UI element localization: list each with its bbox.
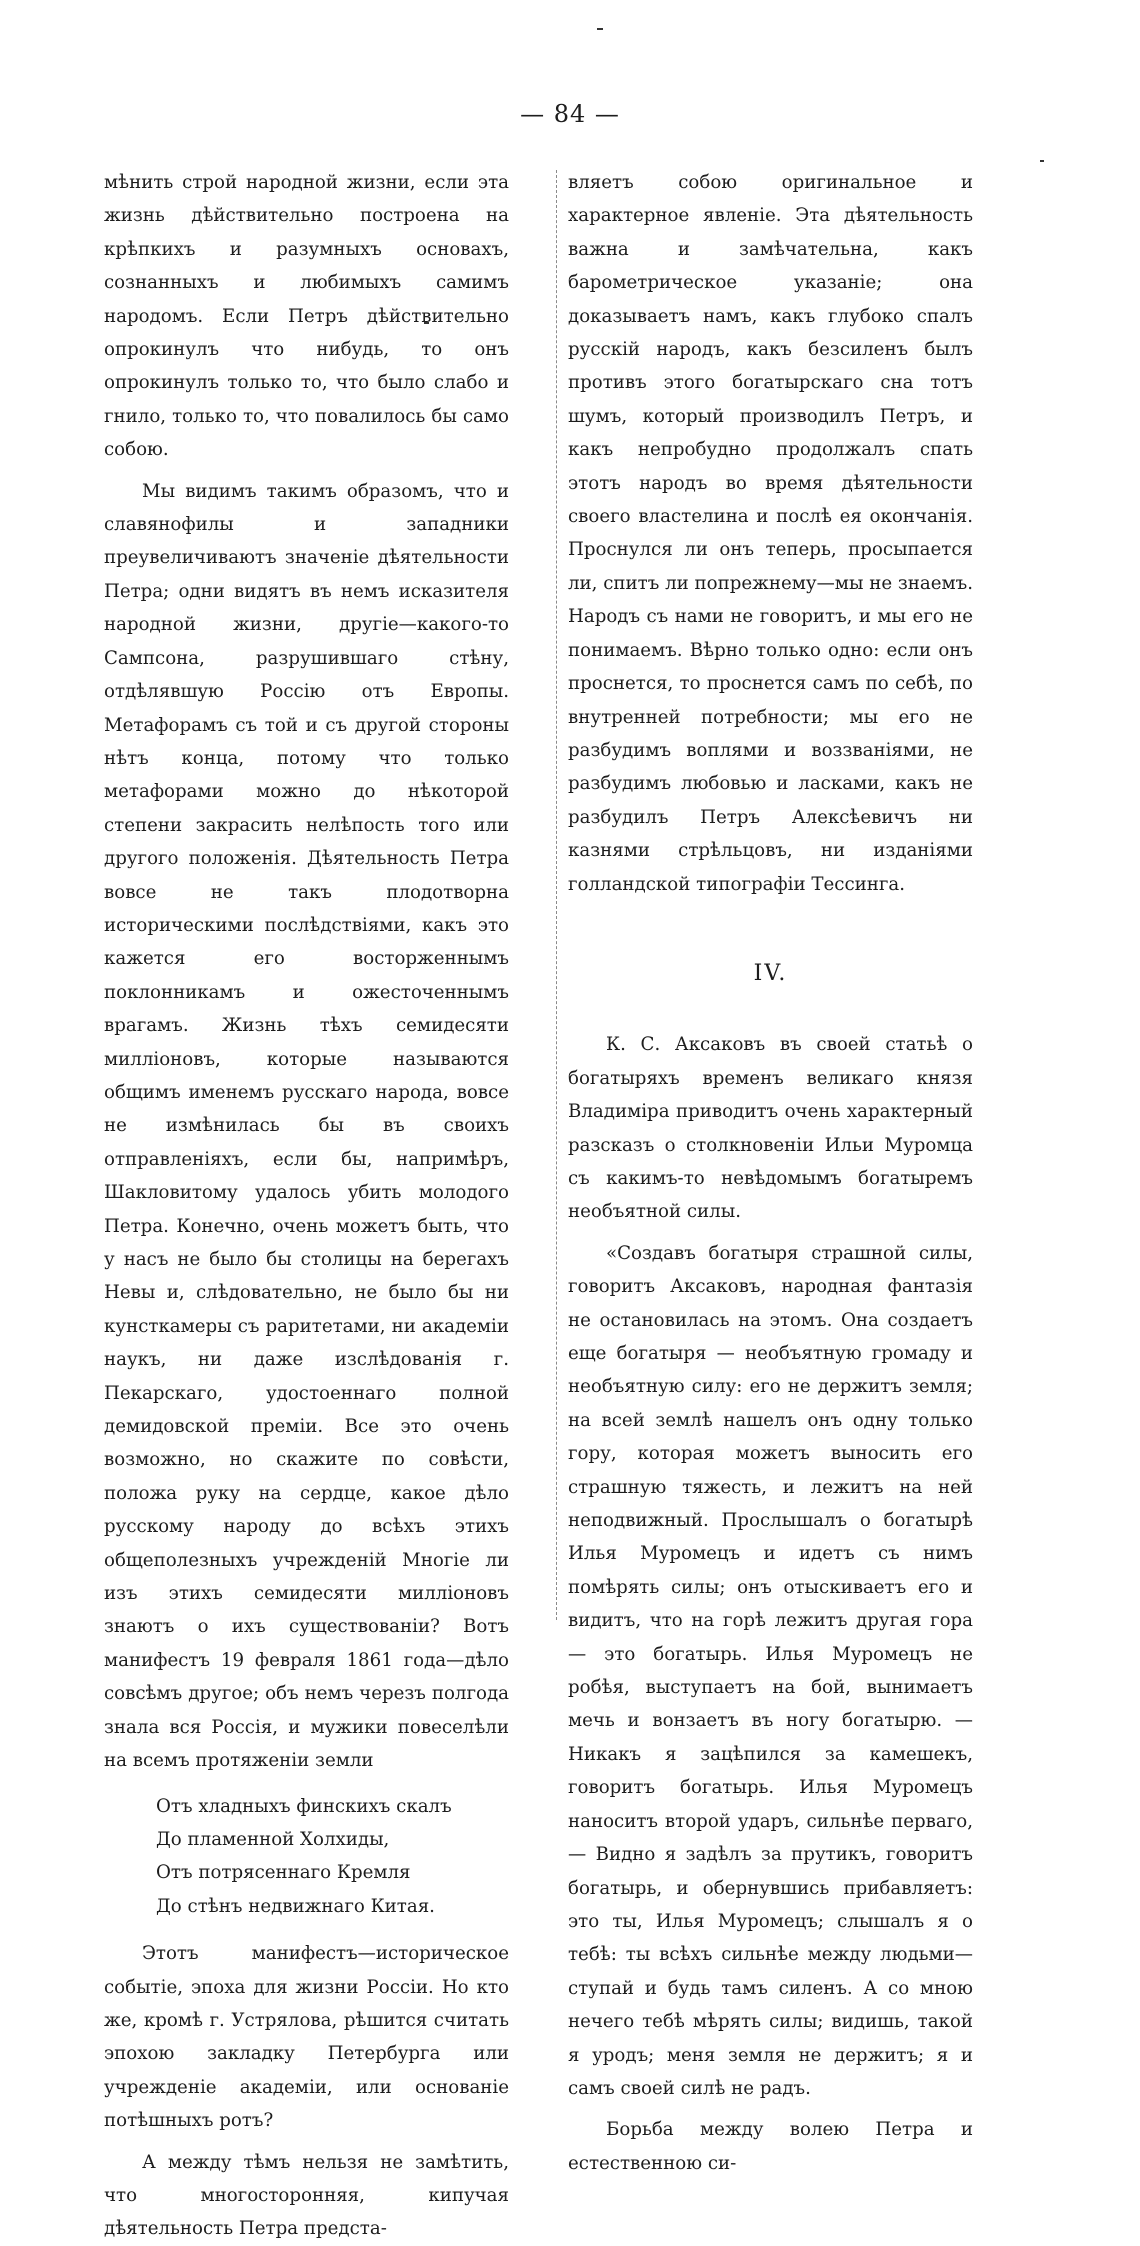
ink-speck (597, 28, 603, 30)
paragraph: мѣнить строй народной жизни, если эта жизнь дѣйствительно построена на крѣпкихъ и разумныхъ основахъ, сознанныхъ и любимыхъ самимъ народомъ. Если Петръ дѣйствительно опрокинулъ что нибудь, то онъ опрокинулъ только то, что было слабо и гнило, только то, что повалилось бы само собою. (104, 172, 509, 461)
section-heading: IV. (753, 960, 788, 986)
paragraph: А между тѣмъ нельзя не замѣтить, что многосторонняя, кипучая дѣятельность Петра предста- (104, 2151, 509, 2240)
paragraph: К. С. Аксаковъ въ своей статьѣ о богатыряхъ временъ великаго князя Владиміра приводитъ очень характерный разсказъ о столкновеніи Ильи Муромца съ какимъ-то невѣдомымъ богатыремъ необъятной силы. (568, 1034, 973, 1223)
paragraph: Этотъ манифестъ—историческое событіе, эпоха для жизни Россіи. Но кто же, кромѣ г. Устрялова, рѣшится считать эпохою закладку Петербурга или учрежденіе академіи, или основаніе потѣшныхъ ротъ? (104, 1943, 509, 2132)
poem-line: До стѣнъ недвижнаго Китая. (156, 1895, 435, 1917)
page-number: — 84 — (520, 100, 620, 128)
ink-speck (1040, 160, 1044, 162)
paragraph: вляетъ собою оригинальное и характерное явленіе. Эта дѣятельность важна и замѣчательна, какъ барометрическое указаніе; она доказываетъ намъ, какъ глубоко спалъ русскій народъ, какъ безсиленъ былъ противъ этого богатырскаго сна тотъ шумъ, который производилъ Петръ, и какъ непробудно продолжалъ спать этотъ народъ во время дѣятельности своего властелина и послѣ ея окончанія. Проснулся ли онъ теперь, просыпается ли, спитъ ли попрежнему—мы не знаемъ. Народъ съ нами не говоритъ, и мы его не понимаемъ. Вѣрно только одно: если онъ проснется, то проснется самъ по себѣ, по внутренней потребности; мы его не разбудимъ воплями и воззваніями, не разбудимъ любовью и ласками, какъ не разбудилъ Петръ Алексѣевичъ ни казнями стрѣльцовъ, ни изданіями голландской типографіи Тессинга. (568, 172, 974, 895)
left-column (104, 166, 509, 2246)
paragraph: Мы видимъ такимъ образомъ, что и славянофилы и западники преувеличиваютъ значеніе дѣятельности Петра; одни видятъ въ немъ исказителя народной жизни, другіе—какого-то Сампсона, разрушившаго стѣну, отдѣлявшую Россію отъ Европы. Метафорамъ съ той и съ другой стороны нѣтъ конца, потому что только метафорами можно до нѣкоторой степени закрасить нелѣпость того или другого положенія. Дѣятельность Петра вовсе не такъ плодотворна историческими послѣдствіями, какъ это кажется его восторженнымъ поклонникамъ и ожесточеннымъ врагамъ. Жизнь тѣхъ семидесяти милліоновъ, которые называются общимъ именемъ русскаго народа, вовсе не измѣнилась бы въ своихъ отправленіяхъ, если бы, напримѣръ, Шакловитому удалось убить молодого Петра. Конечно, очень можетъ быть, что у насъ не было бы столицы на берегахъ Невы и, слѣдовательно, не было бы ни кунсткамеры съ раритетами, ни академіи наукъ, ни даже изслѣдованія г. Пекарскаго, удостоеннаго полной демидовской преміи. Все это очень возможно, но скажите по совѣсти, положа руку на сердце, какое дѣло русскому народу до всѣхъ этихъ общеполезныхъ учрежденій Многіе ли изъ этихъ семидесяти милліоновъ знаютъ о ихъ существованіи? Вотъ манифестъ 19 февраля 1861 года—дѣло совсѣмъ другое; объ немъ черезъ полгода знала вся Россія, и мужики повеселѣли на всемъ протяженіи земли (104, 480, 509, 1772)
poem-line: Отъ потрясеннаго Кремля (156, 1862, 411, 1884)
poem-quote (156, 1790, 509, 1924)
paragraph: Борьба между волею Петра и естественною си- (568, 2119, 973, 2174)
paragraph: «Создавъ богатыря страшной силы, говоритъ Аксаковъ, народная фантазія не остановилась на этомъ. Она создаетъ еще богатыря — необъятную громаду и необъятную силу: его не держитъ земля; на всей землѣ нашелъ онъ одну только гору, которая можетъ выносить его страшную тяжесть, и лежитъ на ней неподвижный. Прослышалъ о богатырѣ Илья Муромецъ и идетъ съ нимъ помѣрять силы; онъ отыскиваетъ его и видитъ, что на горѣ лежитъ другая гора — это богатырь. Илья Муромецъ не робѣя, выступаетъ на бой, вынимаетъ мечь и вонзаетъ въ ногу богатырю. — Никакъ я зацѣпился за камешекъ, говоритъ богатырь. Илья Муромецъ наноситъ второй ударъ, сильнѣе перваго,— Видно я задѣлъ за прутикъ, говоритъ богатырь, и обернувшись прибавляетъ: это ты, Илья Муромецъ; слышалъ я о тебѣ: ты всѣхъ сильнѣе между людьми—ступай и будь тамъ силенъ. А со мною нечего тебѣ мѣрять силы; видишь, такой я уродъ; меня земля не держитъ; я и самъ своей силѣ не радъ. (568, 1242, 973, 2099)
poem-line: Отъ хладныхъ финскихъ скалъ (156, 1795, 452, 1817)
right-column (568, 166, 973, 2180)
poem-line: До пламенной Холхиды, (156, 1828, 390, 1850)
column-divider (556, 170, 557, 1620)
